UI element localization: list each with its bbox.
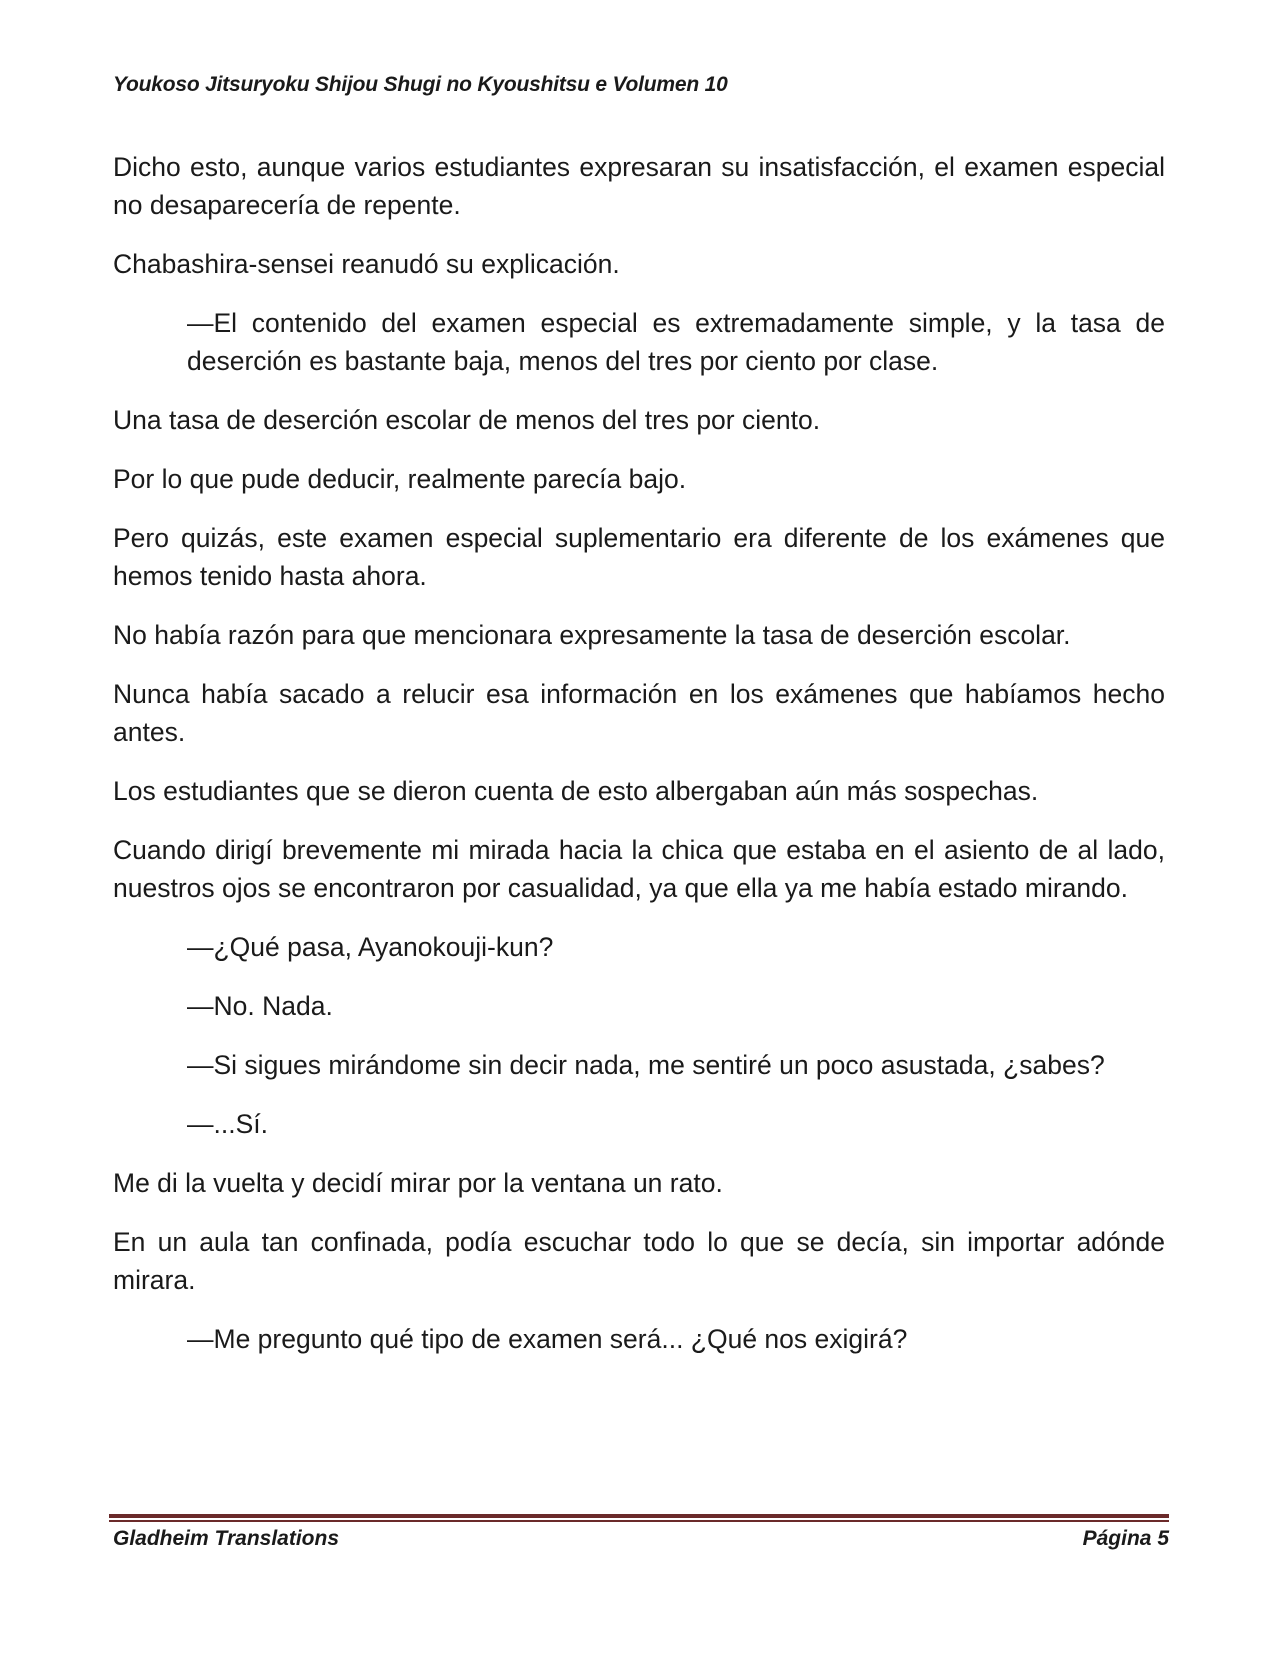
paragraph-1: Dicho esto, aunque varios estudiantes expresaran su insatisfacción, el examen especial no desaparecería de repente. (113, 152, 1165, 220)
body-text (113, 148, 1165, 1379)
running-header-title: Youkoso Jitsuryoku Shijou Shugi no Kyoushitsu e Volumen 10 (113, 73, 728, 96)
dialog-line-5: —...Sí. (187, 1109, 268, 1139)
paragraph-9: Cuando dirigí brevemente mi mirada hacia la chica que estaba en el asiento de al lado, nuestros ojos se encontraron por casualidad, ya que ella ya me había estado mirando. (113, 835, 1165, 903)
paragraph-6: No había razón para que mencionara expresamente la tasa de deserción escolar. (113, 620, 1071, 650)
dialog-line-2: —¿Qué pasa, Ayanokouji-kun? (187, 932, 554, 962)
paragraph-2: Chabashira-sensei reanudó su explicación. (113, 249, 620, 279)
dialog-line-1: —El contenido del examen especial es extremadamente simple, y la tasa de deserción es bastante baja, menos del tres por ciento por clase. (187, 308, 1165, 376)
paragraph-10: Me di la vuelta y decidí mirar por la ventana un rato. (113, 1168, 723, 1198)
paragraph-3: Una tasa de deserción escolar de menos del tres por ciento. (113, 405, 821, 435)
dialog-line-3: —No. Nada. (187, 991, 333, 1021)
footer-publisher: Gladheim Translations (113, 1527, 340, 1550)
paragraph-7: Nunca había sacado a relucir esa información en los exámenes que habíamos hecho antes. (113, 679, 1165, 747)
footer-rule-thick (109, 1514, 1169, 1518)
paragraph-5: Pero quizás, este examen especial suplementario era diferente de los exámenes que hemos tenido hasta ahora. (113, 523, 1165, 591)
footer-rule-thin (109, 1520, 1169, 1522)
dialog-line-4: —Si sigues mirándome sin decir nada, me sentiré un poco asustada, ¿sabes? (187, 1050, 1105, 1080)
footer-page-number: Página 5 (1082, 1527, 1169, 1550)
paragraph-11: En un aula tan confinada, podía escuchar todo lo que se decía, sin importar adónde mirara. (113, 1227, 1165, 1295)
paragraph-4: Por lo que pude deducir, realmente parecía bajo. (113, 464, 687, 494)
paragraph-8: Los estudiantes que se dieron cuenta de esto albergaban aún más sospechas. (113, 776, 1039, 806)
dialog-line-6: —Me pregunto qué tipo de examen será... ¿Qué nos exigirá? (187, 1324, 908, 1354)
